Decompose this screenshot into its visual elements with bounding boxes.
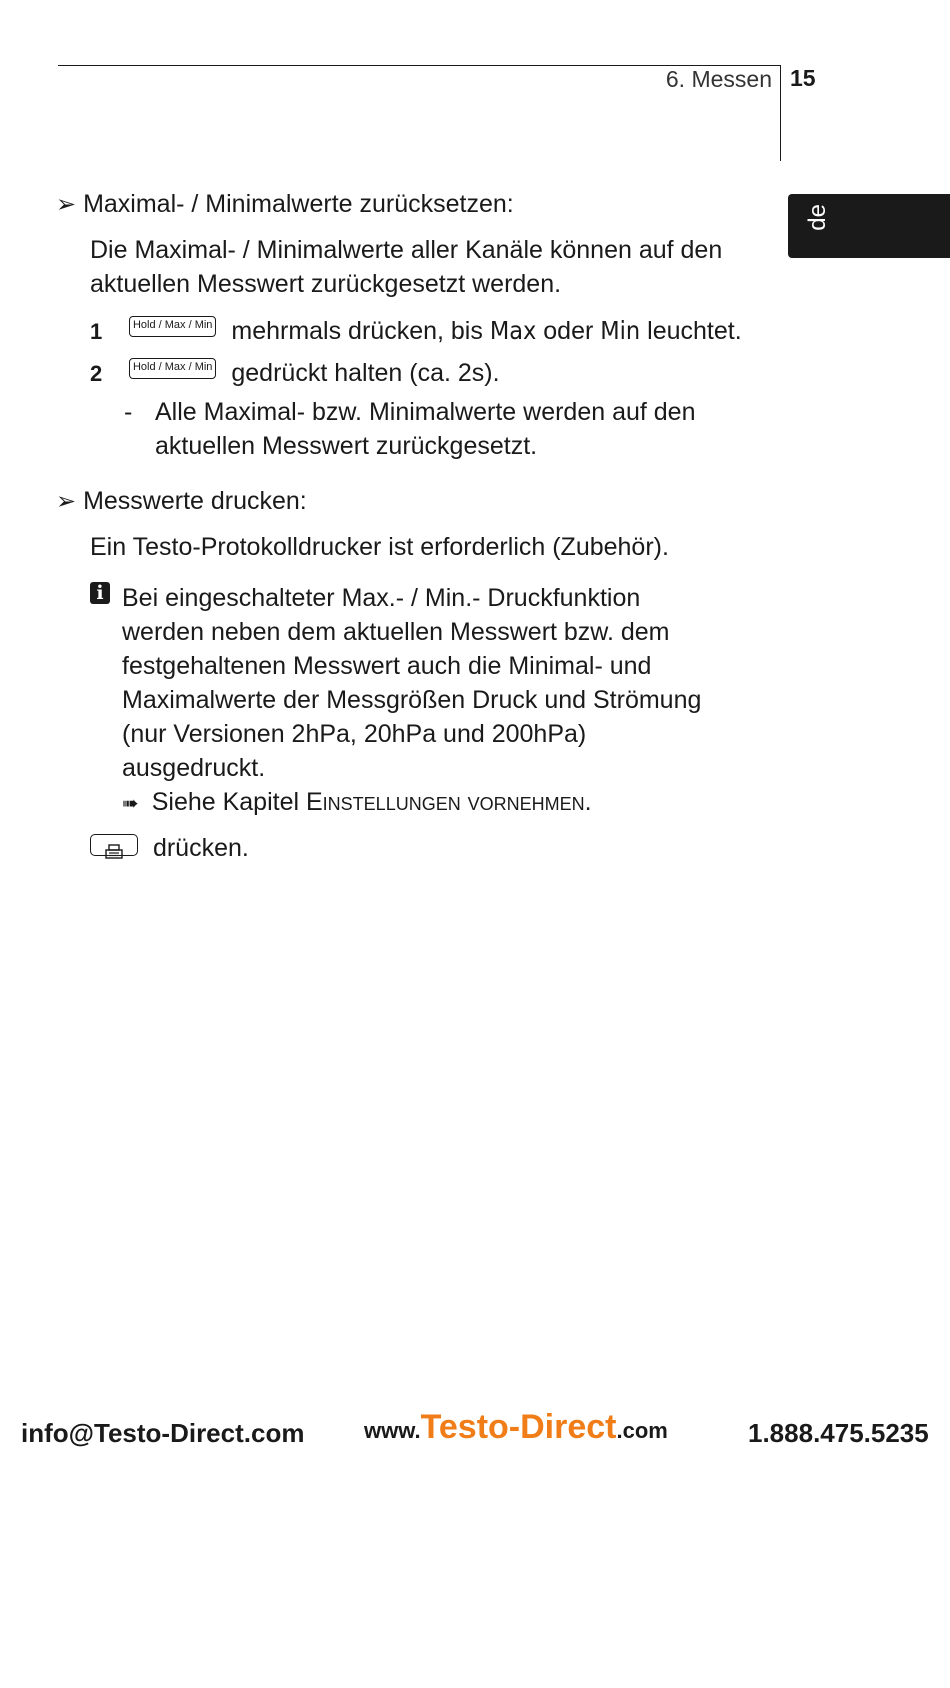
- info-line: werden neben dem aktuellen Messwert bzw. dem: [122, 618, 670, 646]
- step-text: oder: [543, 317, 594, 345]
- footer-email[interactable]: info@Testo-Direct.com: [21, 1418, 305, 1448]
- footer-www: www.: [364, 1418, 421, 1443]
- step-text: mehrmals drücken, bis: [231, 317, 483, 345]
- language-tab: [788, 194, 950, 258]
- step-text: gedrückt halten (ca. 2s).: [231, 359, 500, 387]
- step-number: 2: [90, 361, 103, 386]
- footer-domain-suffix: .com: [616, 1418, 668, 1443]
- reference-arrow-icon: ➠: [122, 793, 139, 815]
- max-indicator: Max: [489, 316, 537, 345]
- bullet-arrow-icon: ➢: [56, 488, 77, 515]
- reset-heading-row: [56, 187, 514, 222]
- footer-brand: Testo-Direct: [420, 1408, 617, 1446]
- info-line: Maximalwerte der Messgrößen Druck und Strömung: [122, 686, 702, 714]
- hold-max-min-key-icon: Hold / Max / Min: [129, 316, 216, 337]
- language-tab-label: de: [804, 204, 831, 231]
- step-number: 1: [90, 319, 103, 344]
- step-2: [90, 356, 500, 391]
- bullet-arrow-icon: ➢: [56, 191, 77, 218]
- step-1: [90, 314, 742, 349]
- print-key-icon: [90, 834, 138, 856]
- result-dash: -: [124, 398, 133, 426]
- see-chapter-row: [122, 785, 592, 821]
- result-line2: aktuellen Messwert zurückgesetzt.: [155, 432, 538, 460]
- footer-phone: 1.888.475.5235: [748, 1418, 929, 1448]
- print-intro: Ein Testo-Protokolldrucker ist erforderlich (Zubehör).: [90, 533, 669, 561]
- header-divider: [780, 65, 781, 161]
- chapter-reference-link[interactable]: Einstellungen vornehmen: [306, 788, 585, 816]
- page-number: 15: [790, 65, 816, 91]
- see-suffix: .: [584, 788, 592, 816]
- footer-website[interactable]: [364, 1408, 668, 1447]
- info-line: festgehaltenen Messwert auch die Minimal- und: [122, 652, 652, 680]
- reset-intro-line1: Die Maximal- / Minimalwerte aller Kanäle können auf den: [90, 236, 723, 264]
- info-icon: i: [90, 582, 110, 604]
- print-action-text: drücken.: [152, 834, 249, 862]
- min-indicator: Min: [600, 316, 641, 345]
- hold-max-min-key-icon: Hold / Max / Min: [129, 358, 216, 379]
- print-heading: Messwerte drucken:: [83, 487, 307, 515]
- reset-heading: Maximal- / Minimalwerte zurücksetzen:: [83, 190, 514, 218]
- step-text: leuchtet.: [647, 317, 742, 345]
- info-line: (nur Versionen 2hPa, 20hPa und 200hPa): [122, 720, 587, 748]
- print-action-row: [90, 831, 249, 865]
- print-heading-row: [56, 484, 307, 519]
- reset-intro-line2: aktuellen Messwert zurückgesetzt werden.: [90, 270, 562, 298]
- info-line: Bei eingeschalteter Max.- / Min.- Druckfunktion: [122, 584, 641, 612]
- info-line: ausgedruckt.: [122, 754, 266, 782]
- see-prefix: Siehe Kapitel: [151, 788, 300, 816]
- section-title: 6. Messen: [665, 66, 772, 92]
- result-line1: Alle Maximal- bzw. Minimalwerte werden auf den: [155, 398, 696, 426]
